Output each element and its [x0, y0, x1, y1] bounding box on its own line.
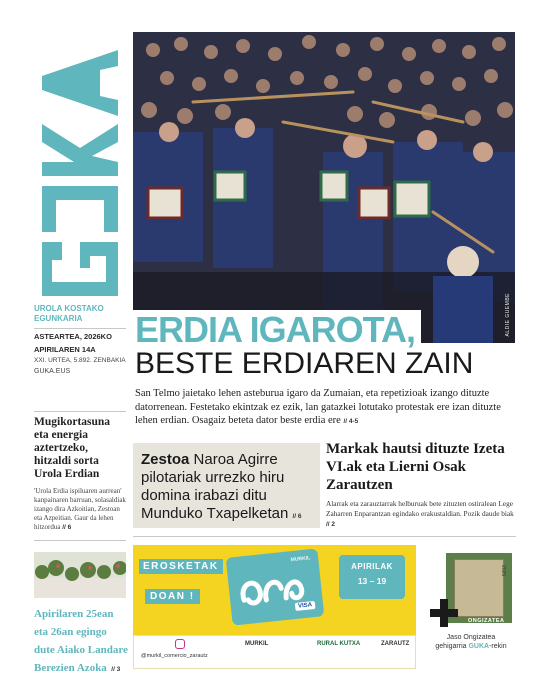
visa-logo: VISA [295, 601, 316, 611]
side-story-title: Apirilaren 25ean eta 26an egingo dute Aiako Landare Berezien Azoka [34, 608, 128, 674]
main-headline[interactable]: ERDIA IGAROTA, [133, 310, 421, 350]
publication-subtitle: EGUNKARIA [34, 314, 83, 323]
side-story-mobility[interactable] [34, 411, 126, 532]
side-story-title: Mugikortasuna eta energia aztertzeko, hitzaldi sorta Urola Erdian [34, 416, 111, 480]
zestoa-story [141, 451, 312, 526]
crowd-drummers-photo [133, 32, 515, 343]
supplement-cover-image [454, 559, 504, 617]
issue-date-line2: APIRILAREN 14A [34, 345, 96, 354]
photo-credit: ALDIE GUEMBE [505, 293, 511, 337]
divider [34, 328, 126, 329]
markak-title: Markak hautsi dituzte Izeta VI.ak eta Lierni Osak Zarautzen [326, 441, 505, 493]
supplement-label: ONGIZATEA [468, 618, 505, 624]
supplement-promo[interactable] [426, 545, 516, 669]
masthead-logo [34, 46, 124, 296]
card-brand: MURKIL [290, 555, 311, 564]
issue-date-line1: ASTEARTEA, 2026KO [34, 332, 112, 341]
plant-fair-photo [34, 552, 126, 598]
zestoa-place: Zestoa [141, 451, 190, 468]
zestoa-text: Naroa Agirre pilotariak urrezko hiru domina irabazi ditu Munduko Txapelketan [141, 451, 289, 522]
supplement-year: 2026 [500, 565, 506, 577]
divider [34, 540, 126, 541]
supplement-caption-pre: gehigarria [435, 643, 469, 650]
masthead-meta [34, 304, 126, 377]
supplement-caption [426, 633, 516, 651]
side-story-body-text: 'Urola Erdia ispiluaren aurrean' kanpainaren barruan, solasaldiak izango dira Azkoitian, Zestoan eta Azpeitian. Gaur da lehen hitzordua [34, 487, 126, 531]
ad-month: APIRILAK [351, 562, 393, 571]
page-ref: // 6 [62, 524, 72, 531]
sponsor-logo-ruralkutxa: RURAL KUTXA [317, 641, 361, 647]
side-story-plant-fair[interactable] [34, 604, 130, 676]
card-graphic [226, 548, 325, 625]
instagram-icon[interactable] [175, 639, 185, 649]
main-lead [135, 387, 513, 429]
supplement-caption-line1: Jaso Ongizatea [446, 634, 496, 641]
zestoa-story-box[interactable] [133, 443, 320, 528]
markak-story[interactable] [326, 440, 516, 530]
side-story-body [34, 487, 126, 532]
markak-body-text: Alarrak eta zarauztarrak helburuak bete zituzten ostiralean Lege Zaharren Enparantzan egindako erakustaldian. Pozik daude biak [326, 499, 514, 518]
ad-line1: EROSKETAK [139, 559, 223, 574]
ad-date-box [339, 555, 405, 599]
divider [133, 536, 516, 537]
page-ref: // 2 [326, 521, 336, 528]
sponsor-logo-murkil: MURKIL [245, 641, 269, 647]
page-ref: // 3 [111, 666, 121, 673]
instagram-handle[interactable]: @murkil_comercio_zarautz [141, 653, 208, 659]
sponsor-logo-zarautz: ZARAUTZ [381, 641, 410, 647]
hero-photo [133, 32, 515, 343]
plus-icon [430, 599, 458, 627]
page-ref: // 6 [292, 513, 302, 520]
supplement-caption-line2 [426, 642, 516, 651]
plants-photo [34, 552, 126, 598]
main-subheadline[interactable]: BESTE ERDIAREN ZAIN [135, 347, 474, 380]
supplement-caption-post: -rekin [489, 643, 507, 650]
markak-body [326, 499, 516, 530]
supplement-caption-brand: GUKA [468, 643, 490, 650]
page-ref: // 4-5 [343, 418, 359, 425]
publication-name: UROLA KOSTAKO [34, 304, 104, 313]
shopping-advertisement[interactable] [133, 545, 416, 669]
ad-days: 13 – 19 [357, 576, 387, 586]
guka-logo-icon [34, 46, 124, 296]
website-link[interactable]: GUKA.EUS [34, 368, 71, 375]
ad-line2: DOAN ! [145, 589, 200, 604]
issue-edition: XXI. URTEA, 5.892. ZENBAKIA [34, 357, 126, 364]
main-lead-text: San Telmo jaietako lehen asteburua igaro da Zumaian, eta repetizioak izango dituzte datorrenean. Festetako ekintzak ez ezik, lan gatazkei lotutako protestak ere izan dituzte lehen erdian. Osagaiz beteta dator beste erdia ere [135, 388, 501, 426]
